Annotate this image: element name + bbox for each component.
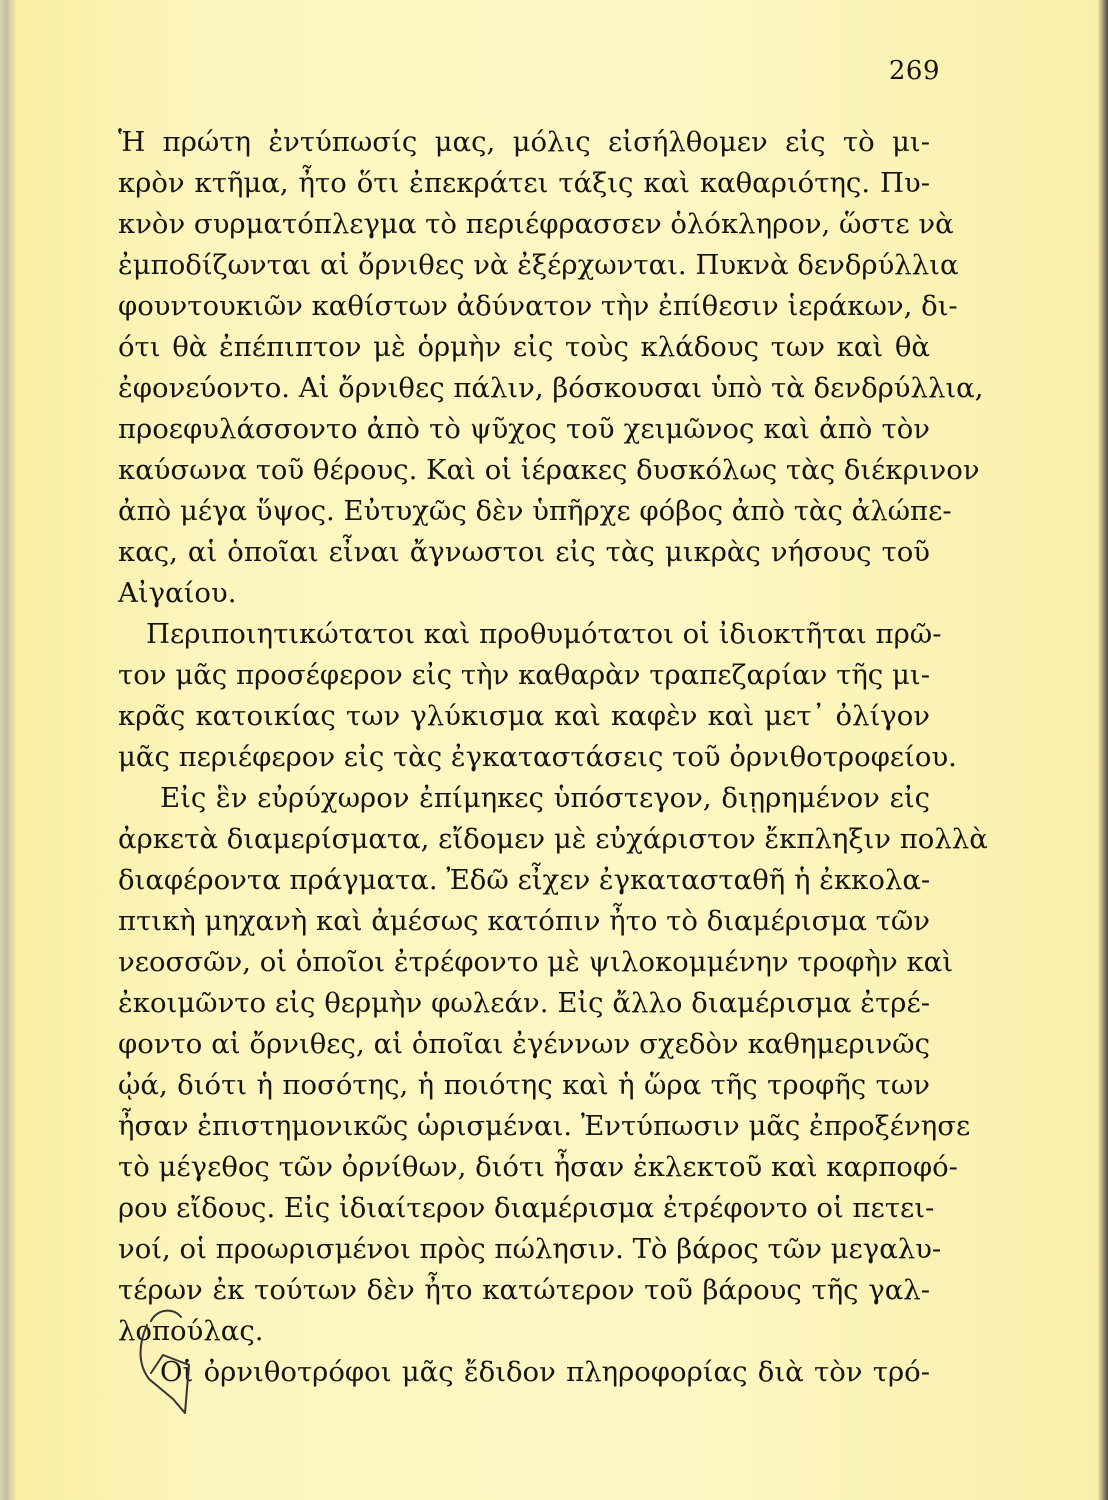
- text-line: νοί, οἱ προωρισμένοι πρὸς πώλησιν. Τὸ βάρος τῶν μεγαλυ-: [118, 1233, 942, 1265]
- text-line: κρᾶς κατοικίας των γλύκισμα καὶ καφὲν καὶ μετ᾽ ὀλίγον: [118, 700, 930, 732]
- text-line: καύσωνα τοῦ θέρους. Καὶ οἱ ἱέρακες δυσκόλως τὰς διέκρινον: [118, 454, 980, 486]
- text-line: ἐκοιμῶντο εἰς θερμὴν φωλεάν. Εἰς ἄλλο διαμέρισμα ἐτρέ-: [118, 987, 930, 1019]
- text-line: ᾠά, διότι ἡ ποσότης, ἡ ποιότης καὶ ἡ ὥρα τῆς τροφῆς των: [118, 1069, 930, 1101]
- paragraph-first-line: Περιποιητικώτατοι καὶ προθυμότατοι οἱ ἰδιοκτῆται πρῶ-: [146, 618, 942, 650]
- text-line: φοντο αἱ ὄρνιθες, αἱ ὁποῖαι ἐγέννων σχεδὸν καθημερινῶς: [118, 1028, 930, 1060]
- text-line: κας, αἱ ὁποῖαι εἶναι ἄγνωστοι εἰς τὰς μικρὰς νήσους τοῦ: [118, 536, 930, 568]
- paragraph-first-line: Οἱ ὀρνιθοτρόφοι μᾶς ἔδιδον πληροφορίας διὰ τὸν τρό-: [160, 1356, 930, 1388]
- page-left-edge: [0, 0, 16, 1500]
- text-line: πτικὴ μηχανὴ καὶ ἀμέσως κατόπιν ἦτο τὸ διαμέρισμα τῶν: [118, 905, 930, 937]
- text-line: κρὸν κτῆμα, ἦτο ὅτι ἐπεκράτει τάξις καὶ καθαριότης. Πυ-: [118, 167, 930, 199]
- text-line: ἀπὸ μέγα ὕψος. Εὐτυχῶς δὲν ὑπῆρχε φόβος ἀπὸ τὰς ἀλώπε-: [118, 495, 952, 527]
- text-line: κνὸν συρματόπλεγμα τὸ περιέφρασσεν ὁλόκληρον, ὥστε νὰ: [118, 208, 954, 240]
- page-number: 269: [888, 56, 940, 86]
- text-line: ἦσαν ἐπιστημονικῶς ὡρισμέναι. Ἐντύπωσιν μᾶς ἐπροξένησε: [118, 1110, 971, 1142]
- paragraph-first-line: Εἰς ἓν εὐρύχωρον ἐπίμηκες ὑπόστεγον, διῃρημένον εἰς: [160, 782, 930, 814]
- text-line: προεφυλάσσοντο ἀπὸ τὸ ψῦχος τοῦ χειμῶνος καὶ ἀπὸ τὸν: [118, 413, 930, 445]
- text-line: τον μᾶς προσέφερον εἰς τὴν καθαρὰν τραπεζαρίαν τῆς μι-: [118, 659, 930, 691]
- text-line: φουντουκιῶν καθίστων ἀδύνατον τὴν ἐπίθεσιν ἱεράκων, δι-: [118, 290, 958, 322]
- text-line: ἐμποδίζωνται αἱ ὄρνιθες νὰ ἐξέρχωνται. Πυκνὰ δενδρύλλια: [118, 249, 959, 281]
- text-line: ἀρκετὰ διαμερίσματα, εἴδομεν μὲ εὐχάριστον ἔκπληξιν πολλὰ: [118, 823, 988, 855]
- text-line: Αἰγαίου.: [118, 577, 237, 609]
- pencil-mark: [133, 1303, 203, 1423]
- text-line: ότι θὰ ἐπέπιπτον μὲ ὁρμὴν εἰς τοὺς κλάδους των καὶ θὰ: [118, 331, 930, 363]
- text-line: ρου εἴδους. Εἰς ἰδιαίτερον διαμέρισμα ἐτρέφοντο οἱ πετει-: [118, 1192, 935, 1224]
- text-line: Ἡ πρώτη ἐντύπωσίς μας, μόλις εἰσήλθομεν εἰς τὸ μι-: [118, 126, 930, 158]
- text-line: νεοσσῶν, οἱ ὁποῖοι ἐτρέφοντο μὲ ψιλοκομμένην τροφὴν καὶ: [118, 946, 954, 978]
- text-line: διαφέροντα πράγματα. Ἐδῶ εἶχεν ἐγκατασταθῆ ἡ ἐκκολα-: [118, 864, 931, 896]
- text-line: τέρων ἐκ τούτων δὲν ἦτο κατώτερον τοῦ βάρους τῆς γαλ-: [118, 1274, 930, 1306]
- text-line: τὸ μέγεθος τῶν ὀρνίθων, διότι ἦσαν ἐκλεκτοῦ καὶ καρποφό-: [118, 1151, 958, 1183]
- text-line: λοπούλας.: [118, 1315, 264, 1347]
- page-right-edge: [1098, 0, 1108, 1500]
- text-line: μᾶς περιέφερον εἰς τὰς ἐγκαταστάσεις τοῦ ὀρνιθοτροφείου.: [118, 741, 957, 773]
- text-line: ἐφονεύοντο. Αἱ ὄρνιθες πάλιν, βόσκουσαι ὑπὸ τὰ δενδρύλλια,: [118, 372, 984, 404]
